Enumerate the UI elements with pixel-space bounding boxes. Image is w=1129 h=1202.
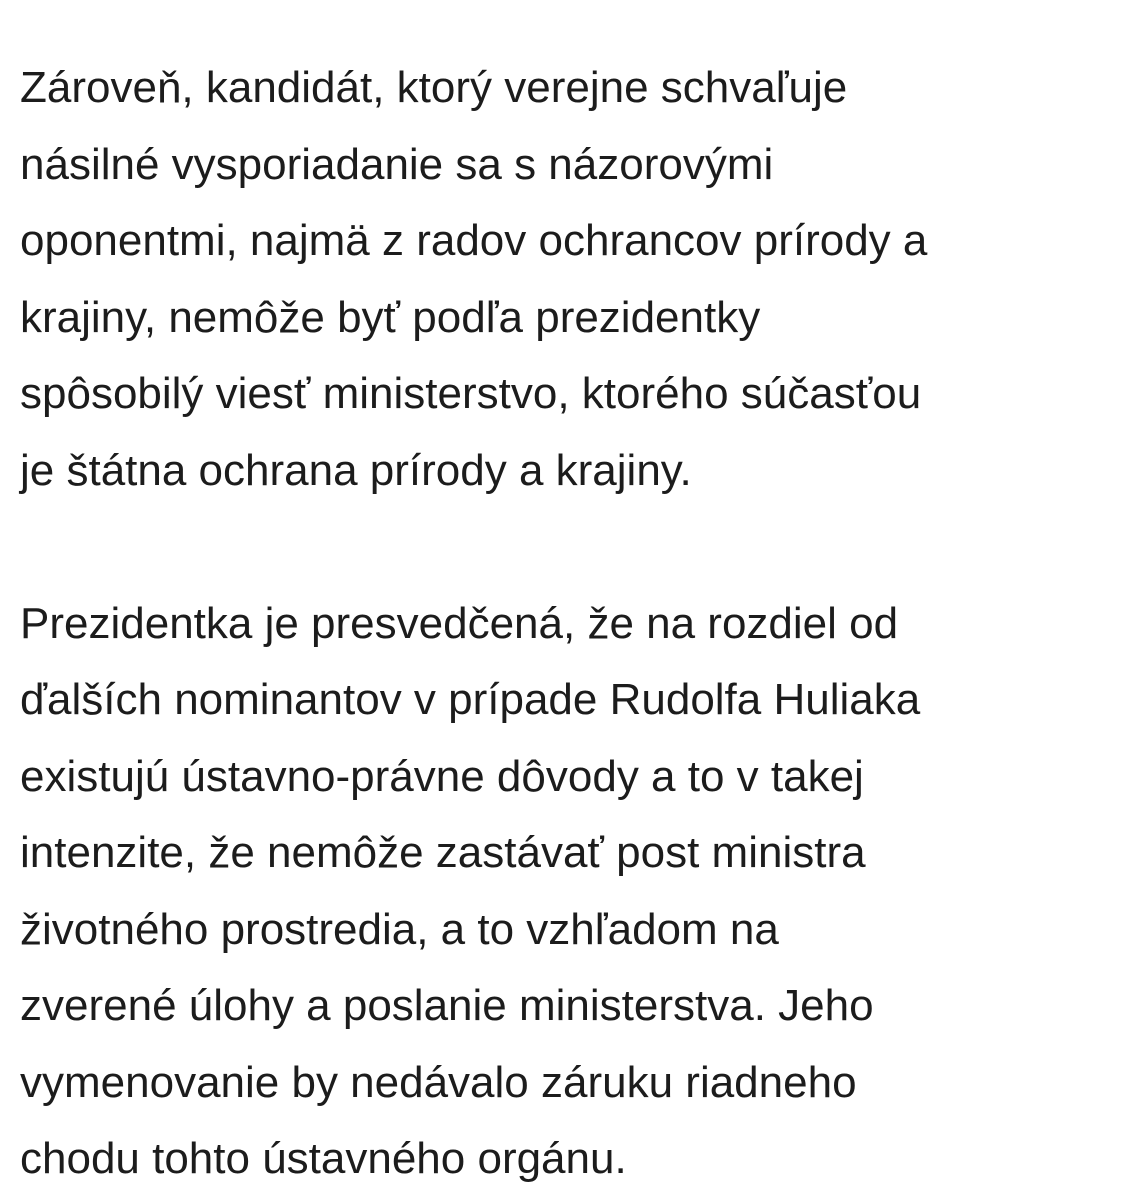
paragraph-line: ďalších nominantov v prípade Rudolfa Huliaka (20, 675, 921, 724)
paragraph-line: krajiny, nemôže byť podľa prezidentky (20, 292, 761, 342)
paragraph-line: životného prostredia, a to vzhľadom na (20, 904, 779, 954)
paragraph-line: chodu tohto ústavného orgánu. (20, 1134, 627, 1183)
paragraph-line: je štátna ochrana prírody a krajiny. (20, 445, 692, 495)
paragraph-line: vymenovanie by nedávalo záruku riadneho (20, 1057, 857, 1107)
paragraph-line: spôsobilý viesť ministerstvo, ktorého súčasťou (20, 369, 922, 418)
paragraph-line: existujú ústavno-právne dôvody a to v takej (20, 751, 864, 801)
paragraph-line: zverené úlohy a poslanie ministerstva. Jeho (20, 981, 874, 1030)
paragraph-line: násilné vysporiadanie sa s názorovými (20, 139, 774, 189)
article-body (20, 50, 1120, 1198)
paragraph-line: Zároveň, kandidát, ktorý verejne schvaľuje (20, 63, 848, 112)
paragraph-line: oponentmi, najmä z radov ochrancov prírody a (20, 216, 928, 265)
paragraph-1 (20, 50, 1120, 509)
paragraph-line: intenzite, že nemôže zastávať post ministra (20, 828, 866, 877)
paragraph-line: Prezidentka je presvedčená, že na rozdiel od (20, 598, 899, 648)
paragraph-2 (20, 586, 1120, 1198)
